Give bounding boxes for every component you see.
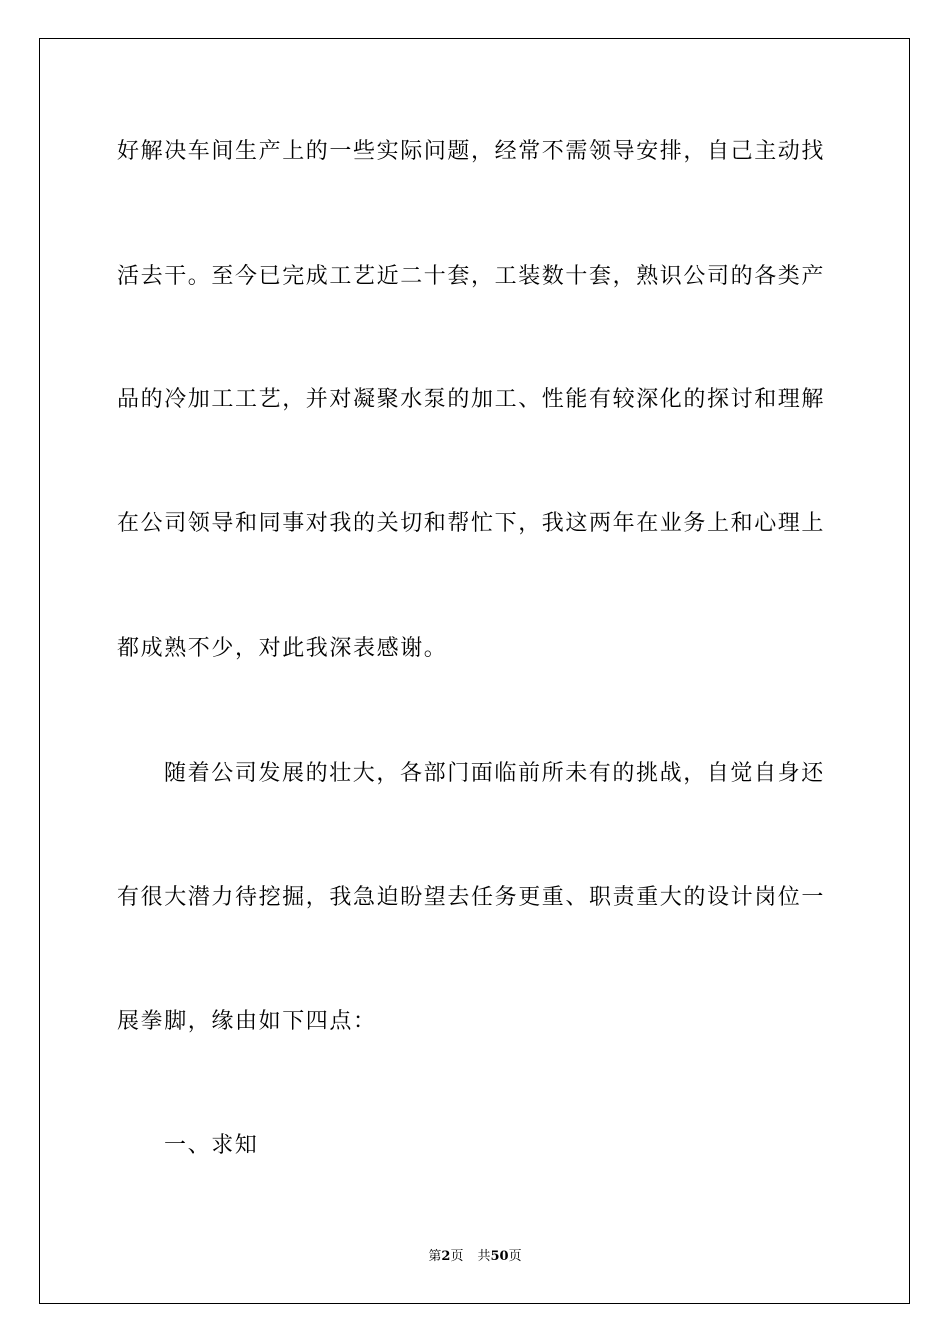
page-footer [0,1248,950,1266]
page-border [39,38,910,1304]
text-line: 在公司领导和同事对我的关切和帮忙下，我这两年在业务上和心理上 [117,511,826,536]
paragraph-start-line: 随着公司发展的壮大，各部门面临前所未有的挑战，自觉自身还 [164,761,825,786]
text-line: 都成熟不少，对此我深表感谢。 [117,636,448,661]
text-line: 展拳脚，缘由如下四点： [117,1009,377,1034]
page-number-prefix: 第 [428,1249,442,1264]
text-line: 有很大潜力待挖掘，我急迫盼望去任务更重、职责重大的设计岗位一 [117,885,826,910]
section-heading: 一、求知 [164,1133,259,1158]
text-line: 品的冷加工工艺，并对凝聚水泵的加工、性能有较深化的探讨和理解 [117,387,826,412]
page-number-suffix: 页 [450,1249,464,1264]
total-pages-prefix: 共 [477,1249,491,1264]
text-line: 活去干。至今已完成工艺近二十套，工装数十套，熟识公司的各类产 [117,264,826,289]
text-line: 好解决车间生产上的一些实际问题，经常不需领导安排，自己主动找 [117,139,826,164]
current-page-number: 2 [441,1249,451,1264]
total-pages-suffix: 页 [508,1249,522,1264]
total-page-count: 50 [490,1249,509,1264]
